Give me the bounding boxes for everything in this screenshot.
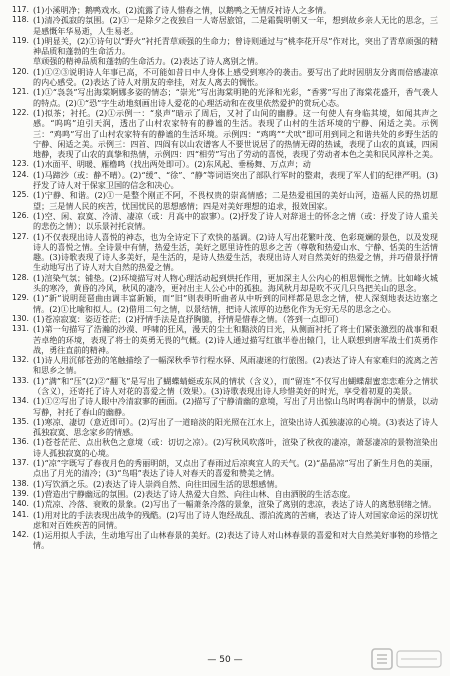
question-number: 129. bbox=[12, 293, 29, 303]
answer-text: (1)小溪明净；鹅鸭戏水。(2)流露了诗人惜春之情，以鹅鸭之无情反衬诗人之多情。 bbox=[33, 5, 332, 15]
answer-item bbox=[12, 499, 438, 509]
answer-text: (1)寒凉、凄切（意近即可）。(2)写出了一道暗淡的阳光照在江水上，渲染出诗人孤独凄凉的心境。(3)表达了诗人孤独寂寞、思念家乡的情感。 bbox=[33, 416, 438, 438]
answer-text: (1)明显关，(2)①诗句以“野火”衬托青草顽强的生命力；曾诗则通过与“桃李花开尽”作对比，突出了青草顽强的精神品质和蓬勃的生命活力。 bbox=[33, 35, 438, 57]
answer-text: (1)诗人用沉郁苍劲的笔触描绘了一幅深秋季节行程水驿、风雨凄迷的行旅图。(2)表达了诗人有家难归的流离之苦和思乡之情。 bbox=[33, 355, 438, 376]
answer-item bbox=[12, 396, 438, 417]
question-number: 137. bbox=[12, 458, 29, 468]
answer-item bbox=[12, 355, 438, 376]
answer-text: (1)拟茶；衬托。(2)①示例一：“泉声”暗示了周后，又衬了山间的幽静。这一句使人有身临其境，如闻其声之感。“呜呜”迫引天润，透出了山村农家特有的静谧的生活。表现了山村的生活环境的宁静、闲适之美。示例三：“鸡鸣”写出了山村农家特有的静谧的生活环境。示例四：“鸡鸣”“犬吠”即可用到同之和谐共处的乡野生活的宁静、闲适之美。示例三：四首、四阎有以山农谱客人不要世说居了的热情无碍的热诚，表现了山农的真诚，四闲地静，表现了山农的真挚和热情，示例四：四“相劳”写出了劳动的喜悦，表现了劳动者本色之美和民风淳朴之美。 bbox=[33, 107, 438, 160]
answer-item bbox=[12, 5, 438, 15]
answer-text: (1)空、闲、寂寞、冷清、凄凉（或：月高中的寂寥）。(2)抒发了诗人对辞退士的怀念之情（或：抒发了诗人重关的悲伤之情）；以乐景衬托哀情。 bbox=[33, 210, 438, 232]
question-number: 140. bbox=[12, 499, 29, 509]
answer-item bbox=[12, 376, 438, 397]
question-number: 142. bbox=[12, 530, 29, 540]
answer-item bbox=[12, 510, 438, 531]
question-number: 131. bbox=[12, 324, 29, 334]
answer-text: (1)苍凉寂寞：姿迈苍茫；(2)抒情手法是直抒胸臆，抒情是惜春之情。（答到一点即可） bbox=[33, 313, 344, 324]
question-number: 133. bbox=[12, 375, 29, 385]
question-number: 141. bbox=[12, 509, 29, 519]
answer-item bbox=[12, 159, 438, 169]
answer-item bbox=[12, 190, 438, 211]
answer-text: (1)马蹄沙（或：静不晴）。(2)“缓”、“徐”、“静”等词语突出了部队行军时的整肃，表现了军人们的纪律严明。(3)抒发了诗人对于保家卫国的信念和决心。 bbox=[33, 169, 438, 191]
answer-item bbox=[12, 273, 438, 294]
answer-item bbox=[12, 417, 438, 438]
answer-text: (1)①②③说明诗人年事已高，不可能如昔日中人身体上感受到寒冷的袭击。要写出了此时因朋友分离而倍感凄凉的内心感受。(2)表达了诗人对朋友的牵挂，对友人离去的惆怅。 bbox=[33, 66, 438, 88]
answer-item bbox=[12, 293, 438, 314]
answer-text: (1)“满”和“压”(2)②“翻飞”是写出了蝴蝶蜻蜓或东风的情状（含义），而“留连”不仅写出蝴蝶甜蜜恋恋难分之情状（含义），还寄托了诗人对花的喜爱之情（效果）。(3)诗歌表现出诗人珍惜美好的时光，享受着初夏的美景。 bbox=[33, 375, 438, 396]
answer-item bbox=[12, 489, 438, 499]
answer-item bbox=[12, 479, 438, 489]
answer-text: (1)清冷孤寂的氛围。(2)①一是除夕之夜独自一人寄居旅馆，二是霜鬓明朝又一年，想到故乡亲人无比的思念，三是感慨年华易逝，人生易老。 bbox=[33, 15, 438, 36]
answer-item bbox=[12, 324, 438, 355]
answer-item bbox=[12, 56, 438, 66]
question-number: 135. bbox=[12, 416, 29, 426]
question-number: 127. bbox=[12, 231, 29, 241]
answer-text: (1)宁静、和谐。(2)①一是整个刚正不阿，不畏权贵的崇高情感；二是热爱祖国的美好山河，造福人民的热切愿望；三是情人民的疾苦，忧国忧民的思想感情；四是对美好理想的追求，报效国家。 bbox=[33, 190, 438, 211]
answer-item bbox=[12, 36, 438, 57]
question-number: 122. bbox=[12, 107, 29, 117]
question-number: 136. bbox=[12, 437, 29, 447]
question-number: 130. bbox=[12, 313, 29, 323]
question-number: 117. bbox=[12, 5, 29, 14]
question-number bbox=[12, 56, 33, 66]
page-number: — 50 — bbox=[207, 655, 243, 665]
answer-text: (1)用对比的手法表现出战争的残酷。(2)写出了诗人饱经战乱、漂泊流离的苦痛，表达了诗人对国家命运的深切忧虑和对百姓疾苦的同情。 bbox=[33, 509, 438, 530]
answer-text: (1)第一句描写了浩瀚的沙漠、呼啸的狂风，漫天的尘土和黯淡的日光，从侧面衬托了将士们紧张激烈的战事和艰苦卓绝的环境，表现了将士的英勇无畏的气概。(2)诗人通过描写红旗半卷出辕门，让人联想到唐军战士们英勇作战，勇往直前的精神。 bbox=[33, 324, 438, 355]
answer-item bbox=[12, 530, 438, 551]
question-number: 132. bbox=[12, 355, 29, 365]
answer-item bbox=[12, 458, 438, 479]
question-number: 119. bbox=[12, 35, 29, 45]
answer-item bbox=[12, 87, 438, 108]
question-number: 121. bbox=[12, 87, 29, 97]
answer-item bbox=[12, 232, 438, 273]
watermark-logo-icon bbox=[370, 646, 444, 672]
answer-item bbox=[12, 67, 438, 88]
question-number: 128. bbox=[12, 272, 29, 282]
question-number: 124. bbox=[12, 169, 29, 179]
question-number: 118. bbox=[12, 15, 29, 25]
question-number: 134. bbox=[12, 396, 29, 406]
answer-item bbox=[12, 437, 438, 458]
answer-text: (1)①②写出了诗人眼中冷清寂寥的画面。(2)描写了宁静清幽的意境，写出了月出惊山鸟时鸣春涧中的情景，以动写静，衬托了春山的幽静。 bbox=[33, 396, 438, 417]
question-number: 139. bbox=[12, 488, 29, 498]
question-number: 123. bbox=[12, 159, 29, 169]
answer-item bbox=[12, 211, 438, 232]
answer-list bbox=[12, 5, 438, 551]
question-number: 126. bbox=[12, 210, 29, 220]
answer-text: (1)营造出宁静幽远的氛围。(2)表达了诗人热爱大自然、向往山林、自由洒脱的生活态度。 bbox=[33, 488, 356, 499]
answer-text: (1)写饮酒之乐。(2)表达了诗人崇尚自然、向往田园生活的思想感情。 bbox=[33, 478, 283, 489]
answer-text: (1)运用拟人手法，生动地写出了山林春景的美好。(2)表达了诗人对山林春景的喜爱和对大自然美好事物的珍惜之情。 bbox=[33, 530, 438, 551]
answer-item bbox=[12, 108, 438, 159]
answer-text: 草顽强的精神品质和蓬勃的生命活力。(2)表达了诗人离别之情。 bbox=[33, 56, 263, 67]
answer-text: (1)水面平、明暖、雁橹鸣（找出两处即可）。(2)东风起、垂杨舞、万点声；动 bbox=[33, 159, 311, 170]
answer-text: (1)不仅表现出诗人喜悦的神态，也为全诗定下了欢快的基调。(2)诗人写出花繁叶茂、色彩斑斓的景色，以及发现诗人的喜悦之情。全诗景中有情，热爱生活，美好之愿里诗性的思乡之苦（尊敬和热爱山水、宁静、恬美的生活情趣。(3)诗歌表现了诗人多美好，是生活的，是诗人热爱生活，表现出诗人对自然美好的热爱之情，并巧借景抒情生动地写出了诗人对大自然的热爱之情。 bbox=[33, 231, 438, 273]
answer-text: (1)苍苍茫茫、点出秋色之意境（或：切切之凉）。(2)写秋风吹落叶，渲染了秋夜的凄凉，萧瑟凄凉的景物渲染出诗人孤独寂寞的心境。 bbox=[33, 437, 438, 458]
answer-text: (1)荒凉、冷落、衰败的景象。(2)写出了一幅萧条冷落的景象，渲染了离别的悲凉，表达了诗人的离愁别绪之情。 bbox=[33, 499, 437, 510]
answer-item bbox=[12, 314, 438, 324]
answer-text: (1)“凉”字既写了春夜月色的秀丽明朗，又点出了春雨过后凉爽宜人的天气。(2)“晶晶凉”写出了新生月色的美丽，点出了月光的清冷；(3)“鸟唱”表达了诗人对春天的喜爱和赞美之情。 bbox=[33, 458, 438, 479]
answer-item bbox=[12, 170, 438, 191]
answer-item bbox=[12, 15, 438, 36]
question-number: 138. bbox=[12, 478, 29, 488]
question-number: 120. bbox=[12, 66, 29, 76]
answer-text: (1)“新”说明琵琶曲由调丰富新颖，而“旧”则表明听曲者从中听到的同样都是思念之情，使人深刻地表达边塞之情。(2)①比喻和拟人。(2)借用二句之情，以景结情，把诗人浓厚的边愁化作为无穷无尽的思念之心。 bbox=[33, 293, 438, 314]
answer-text: (1)渲染气氛；铺垫。(2)环境描写对人物心理活动起到烘托作用，更加深主人公内心的相思惆怅之情。比如峰火城头的寒冷，黄昏的冷风，秋风的凄冷，更衬出主人公心中的孤独。海风秋月却是吹不灭几只鸟把关山的思念。 bbox=[33, 272, 438, 294]
question-number: 125. bbox=[12, 190, 29, 200]
answer-text: (1)①“袅袅”写出海棠婀娜多姿的情态；“崇光”写出海棠明艳的光泽和光彩，“香雾”写出了海棠花盛开，香气袭人的特点。(2)①“恐”字生动地刻画出诗人爱花的心理活动和在夜里依然爱护的赏玩心态。 bbox=[33, 87, 438, 108]
